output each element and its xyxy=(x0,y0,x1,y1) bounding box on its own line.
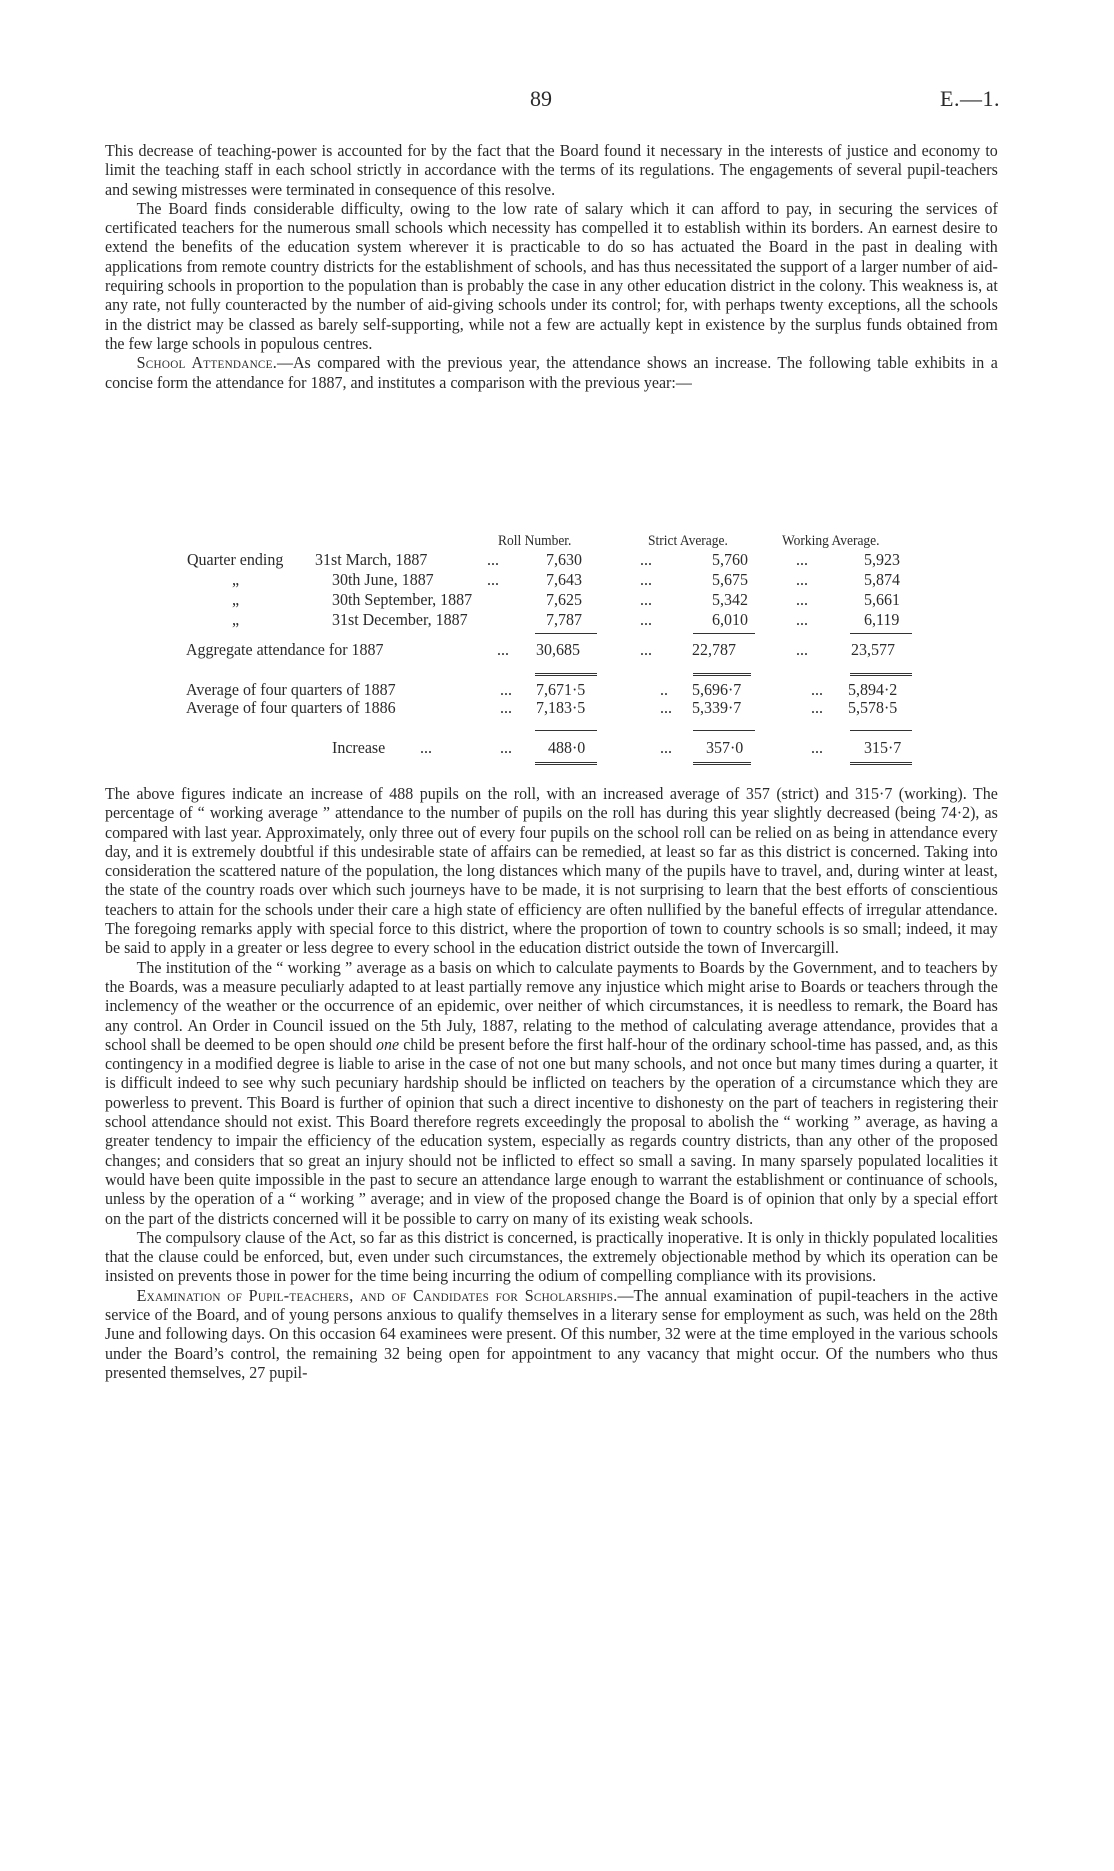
leader-dots: ... xyxy=(500,738,512,757)
row-label: 31st March, 1887 xyxy=(315,550,428,569)
leader-dots: ... xyxy=(796,610,808,629)
leader-dots: ... xyxy=(487,550,499,569)
paragraph-text: —As compared with the previous year, the attendance shows an increase. The following table exhibits in a concise form the attendance for 1887, and institutes a comparison with the previous year:— xyxy=(105,353,998,392)
paragraph-text: child be present before the first half-hour of the ordinary school-time has passed, and, as this contingency in a modified degree is liable to arise in the case of not one but many schools, and not once but many times during a quarter, it is difficult indeed to see why such pecuniary hardship should be inflicted on teachers by the operation of a circumstance which they are powerless to prevent. This Board is further of opinion that such a direct incentive to dishonesty on the part of teachers in registering their school attendance should not exist. This Board therefore regrets exceedingly the proposal to abolish the “ working ” average, as having a greater tendency to impair the efficiency of the education system, especially as regards country districts, than any other of the proposed changes; and considers that so great an injury should not be inflicted to effect so small a saving. In many sparsely populated localities it would have been quite impossible in the past to secure an attendance large enough to warrant the establishment or continuance of schools, unless by the operation of a “ working ” average; and in view of the proposed change the Board is of opinion that only by a special effort on the part of the districts concerned will it be possible to carry on many of its existing weak schools. xyxy=(105,1034,998,1228)
strict-average-value: 5,675 xyxy=(712,570,748,589)
double-rule xyxy=(693,673,751,676)
paragraph-figures-indicate: The above figures indicate an increase of 488 pupils on the roll, with an increased average of 357 (strict) and 315·7 (working). The percentage of “ working average ” attendance to the number of pupils on the roll has during this year slightly decreased (being 74·2), as compared with last year. Approximately, only three out of every four pupils on the school roll can be relied on as being in attendance every day, and it is extremely doubtful if this undesirable state of affairs can be remedied, at least so far as this district is concerned. Taking into consideration the scattered nature of the population, the long distances which many of the pupils have to travel, and, during winter at least, the state of the country roads over which such journeys have to be made, it is not surprising to learn that the best efforts of conscientious teachers to attain for the schools under their care a high state of efficiency are often nullified by the baneful effects of irregular attendance. The foregoing remarks apply with special force to this district, where the proportion of town to country schools is so small; indeed, it may be said to apply in a greater or less degree to every school in the education district outside the town of Invercargill. xyxy=(105,784,998,958)
quarter-prefix: Quarter ending xyxy=(187,550,284,569)
leader-dots: ... xyxy=(811,738,823,757)
row-label: Aggregate attendance for 1887 xyxy=(186,640,384,659)
working-average-value: 315·7 xyxy=(864,738,902,757)
paragraph-compulsory-clause: The compulsory clause of the Act, so far as this district is concerned, is practically inoperative. It is only in thickly populated localities that the clause could be enforced, but, even under such circumstances, the extremely objectionable method by which its operation can be insisted on prevents those in power for the time being incurring the odium of compelling compliance with its provisions. xyxy=(105,1227,998,1286)
working-average-value: 23,577 xyxy=(851,640,895,659)
roll-number-value: 7,787 xyxy=(546,610,582,629)
double-rule xyxy=(535,673,597,676)
strict-average-value: 22,787 xyxy=(692,640,736,659)
sum-rule xyxy=(850,633,912,634)
roll-number-value: 7,671·5 xyxy=(536,680,586,699)
leader-dots: ... xyxy=(487,570,499,589)
leader-dots: ... xyxy=(811,698,823,717)
ditto-mark: „ xyxy=(232,590,240,609)
roll-number-value: 488·0 xyxy=(548,738,586,757)
leader-dots: ... xyxy=(796,590,808,609)
sum-rule xyxy=(535,633,597,634)
page-header xyxy=(0,86,1114,116)
row-label: 30th June, 1887 xyxy=(332,570,434,589)
leader-dots: ... xyxy=(640,640,652,659)
double-rule xyxy=(850,762,912,765)
paragraph-text: —The annual examination of pupil-teachers in the active service of the Board, and of young persons anxious to qualify themselves in a literary sense for employment as such, was held on the 28th June and following days. On this occasion 64 examinees were present. Of this number, 32 were at the time employed in the various schools under the Board’s control, the remaining 32 being open for appointment to any vacancy that might occur. Of the numbers who thus presented themselves, 27 pupil- xyxy=(105,1285,998,1382)
leader-dots: ... xyxy=(640,550,652,569)
row-label: 30th September, 1887 xyxy=(332,590,473,609)
leader-dots: ... xyxy=(660,738,672,757)
roll-number-value: 7,183·5 xyxy=(536,698,586,717)
row-label: Average of four quarters of 1887 xyxy=(186,680,396,699)
working-average-value: 5,578·5 xyxy=(848,698,898,717)
leader-dots: ... xyxy=(811,680,823,699)
paragraph-board-difficulty: The Board finds considerable difficulty, owing to the low rate of salary which it can afford to pay, in securing the services of certificated teachers for the numerous small schools which necessity has compelled it to establish within its borders. An earnest desire to extend the benefits of the education system wherever it is practicable to do so has actuated the Board in the past in dealing with applications from remote country districts for the establishment of schools, and has thus necessitated the support of a larger number of aid-requiring schools in proportion to the population than is probably the case in any other education district in the colony. This weakness is, at any rate, not fully counteracted by the number of aid-giving schools under its control; for, with perhaps twenty exceptions, all the schools in the district may be classed as barely self-supporting, while not a few are actually kept in existence by the surplus funds obtained from the few large schools in populous centres. xyxy=(105,198,998,353)
strict-average-value: 6,010 xyxy=(712,610,748,629)
leader-dots: ... xyxy=(796,640,808,659)
leader-dots: ... xyxy=(497,640,509,659)
working-average-value: 5,894·2 xyxy=(848,680,898,699)
double-rule xyxy=(693,762,751,765)
ditto-mark: „ xyxy=(232,610,240,629)
working-average-value: 5,874 xyxy=(864,570,900,589)
roll-number-value: 7,625 xyxy=(546,590,582,609)
document-reference: E.—1. xyxy=(940,86,1000,111)
leader-dots: ... xyxy=(640,570,652,589)
double-rule xyxy=(535,762,597,765)
row-label: Average of four quarters of 1886 xyxy=(186,698,396,717)
strict-average-value: 357·0 xyxy=(706,738,744,757)
sum-rule xyxy=(693,633,755,634)
roll-number-value: 7,643 xyxy=(546,570,582,589)
paragraph-teaching-power: This decrease of teaching-power is accounted for by the fact that the Board found it necessary in the interests of justice and economy to limit the teaching staff in each school strictly in accordance with the terms of its regulations. The engagements of several pupil-teachers and sewing mistresses were terminated in consequence of this resolve. xyxy=(105,141,998,199)
section-heading-school-attendance: School Attendance. xyxy=(136,353,278,373)
roll-number-value: 30,685 xyxy=(536,640,580,659)
column-header-working-average: Working Average. xyxy=(782,533,880,549)
ditto-mark: „ xyxy=(232,570,240,589)
italic-emphasis: one xyxy=(375,1034,400,1054)
difference-rule xyxy=(693,730,755,731)
row-label: 31st December, 1887 xyxy=(332,610,468,629)
leader-dots: ... xyxy=(796,550,808,569)
strict-average-value: 5,339·7 xyxy=(692,698,742,717)
row-label: Increase xyxy=(332,738,386,757)
paragraph-examination xyxy=(105,1286,998,1382)
leader-dots: .. xyxy=(660,680,668,699)
difference-rule xyxy=(535,730,597,731)
working-average-value: 6,119 xyxy=(864,610,900,629)
page-number: 89 xyxy=(530,86,552,111)
paragraph-school-attendance xyxy=(105,353,998,392)
leader-dots: ... xyxy=(420,738,432,757)
leader-dots: ... xyxy=(500,698,512,717)
strict-average-value: 5,760 xyxy=(712,550,748,569)
leader-dots: ... xyxy=(500,680,512,699)
strict-average-value: 5,696·7 xyxy=(692,680,742,699)
section-heading-examination: Examination of Pupil-teachers, and of Candidates for Scholarships. xyxy=(136,1285,618,1305)
leader-dots: ... xyxy=(660,698,672,717)
strict-average-value: 5,342 xyxy=(712,590,748,609)
column-header-roll-number: Roll Number. xyxy=(498,533,572,549)
leader-dots: ... xyxy=(640,610,652,629)
working-average-value: 5,661 xyxy=(864,590,900,609)
column-header-strict-average: Strict Average. xyxy=(648,533,728,549)
leader-dots: ... xyxy=(796,570,808,589)
leader-dots: ... xyxy=(640,590,652,609)
difference-rule xyxy=(850,730,912,731)
paragraph-working-average xyxy=(105,958,998,1228)
body-text-top xyxy=(105,141,998,392)
double-rule xyxy=(850,673,912,676)
paragraph-text: The institution of the “ working ” average as a basis on which to calculate payments to Boards by the Government, and to teachers by the Boards, was a measure peculiarly adapted to at least partially remove any injustice which might arise to Boards or teachers through the inclemency of the weather or the occurrence of an epidemic, over neither of which circumstances, it is needless to remark, the Board has any control. An Order in Council issued on the 5th July, 1887, relating to the method of calculating average attendance, provides that a school shall be deemed to be open should xyxy=(105,957,998,1054)
roll-number-value: 7,630 xyxy=(546,550,582,569)
body-text-bottom xyxy=(105,784,998,1382)
working-average-value: 5,923 xyxy=(864,550,900,569)
